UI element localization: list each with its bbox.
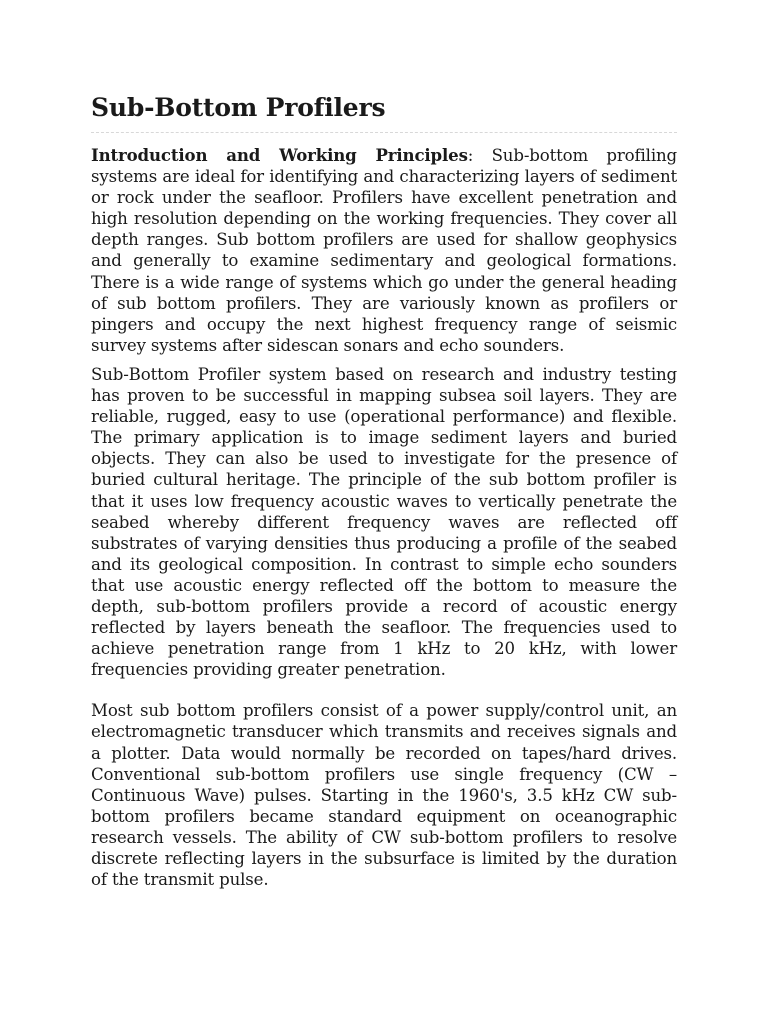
paragraph-lead-heading: Introduction and Working Principles — [91, 145, 468, 165]
lead-separator: : — [467, 146, 492, 165]
document-page — [91, 92, 677, 898]
paragraph-introduction — [91, 145, 677, 356]
paragraph-components: Most sub bottom profilers consist of a power supply/control unit, an electromagnetic transducer which transmits and receives signals and a plotter. Data would normally be recorded on tapes/hard drives. Conventional sub-bottom profilers use single frequency (CW – Continuous Wave) pulses. Starting in the 1960's, 3.5 kHz CW sub-bottom profilers became standard equipment on oceanographic research vessels. The ability of CW sub-bottom profilers to resolve discrete reflecting layers in the subsurface is limited by the duration of the transmit pulse. — [91, 701, 677, 890]
paragraph-text: Sub-bottom profiling systems are ideal for identifying and characterizing layers of sediment or rock under the seafloor. Profilers have excellent penetration and high resolution depending on the working frequencies. They cover all depth ranges. Sub bottom profilers are used for shallow geophysics and generally to examine sedimentary and geological formations. There is a wide range of systems which go under the general heading of sub bottom profilers. They are variously known as profilers or pingers and occupy the next highest frequency range of seismic survey systems after sidescan sonars and echo sounders. — [91, 146, 677, 355]
paragraph-system-principle: Sub-Bottom Profiler system based on research and industry testing has proven to be successful in mapping subsea soil layers. They are reliable, rugged, easy to use (operational performance) and flexible. The primary application is to image sediment layers and buried objects. They can also be used to investigate for the presence of buried cultural heritage. The principle of the sub bottom profiler is that it uses low frequency acoustic waves to vertically penetrate the seabed whereby different frequency waves are reflected off substrates of varying densities thus producing a profile of the seabed and its geological composition. In contrast to simple echo sounders that use acoustic energy reflected off the bottom to measure the depth, sub-bottom profilers provide a record of acoustic energy reflected by layers beneath the seafloor. The frequencies used to achieve penetration range from 1 kHz to 20 kHz, with lower frequencies providing greater penetration. — [91, 364, 677, 680]
title-divider — [91, 132, 677, 133]
page-title: Sub-Bottom Profilers — [91, 93, 386, 122]
